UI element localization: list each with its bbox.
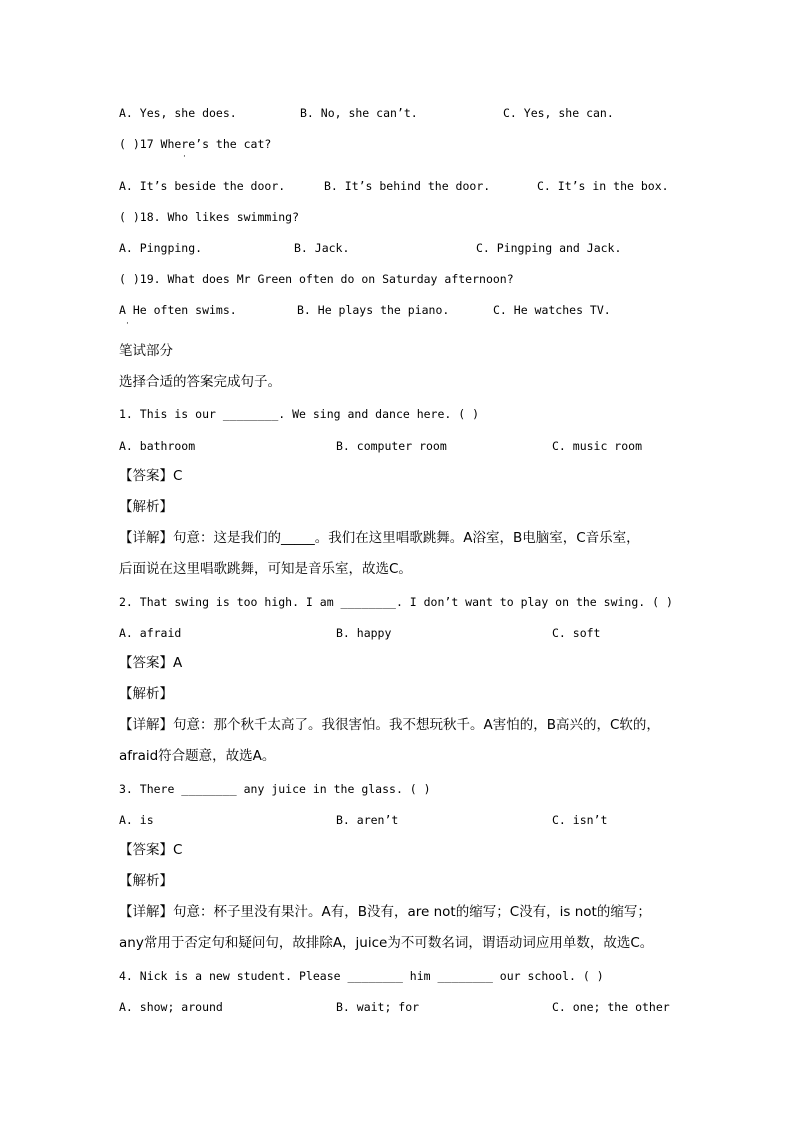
q18-option-a: A. Pingping.	[119, 241, 203, 255]
q19-option-c: C. He watches TV.	[493, 303, 611, 317]
section-instruction: 选择合适的答案完成句子。	[119, 374, 281, 390]
answer-label: 【答案】A	[119, 655, 183, 671]
option-b: B. aren’t	[336, 813, 399, 827]
option-c: C. one; the other	[552, 1000, 670, 1014]
q18-option-b: B. Jack.	[294, 241, 350, 255]
option-a: A. is	[119, 813, 154, 827]
stray-dot-mark: ·	[126, 319, 129, 329]
option-c: C. soft	[552, 626, 601, 640]
analysis-label: 【解析】	[119, 686, 173, 702]
option-a: A. bathroom	[119, 439, 196, 453]
detail-text: any常用于否定句和疑问句，故排除A，juice为不可数名词，谓语动词应用单数，故选C。	[119, 935, 654, 951]
stray-dot-mark: ·	[183, 152, 186, 162]
detail-text: 【详解】句意：杯子里没有果汁。A有，B没有，are not的缩写；C没有，is not的缩写；	[119, 904, 651, 920]
section-title: 笔试部分	[119, 343, 173, 359]
question-stem: 2. That swing is too high. I am ________. I don’t want to play on the swing. ( )	[119, 595, 673, 609]
option-b: B. happy	[336, 626, 392, 640]
q16-option-c: C. Yes, she can.	[503, 106, 614, 120]
q16-option-a: A. Yes, she does.	[119, 106, 237, 120]
analysis-label: 【解析】	[119, 499, 173, 515]
analysis-label: 【解析】	[119, 873, 173, 889]
detail-text: 【详解】句意：那个秋千太高了。我很害怕。我不想玩秋千。A害怕的，B高兴的，C软的，	[119, 717, 660, 733]
option-c: C. music room	[552, 439, 643, 453]
q19-stem: ( )19. What does Mr Green often do on Saturday afternoon?	[119, 272, 514, 286]
detail-text: 【详解】句意：这是我们的_____。我们在这里唱歌跳舞。A浴室，B电脑室，C音乐室，	[119, 530, 640, 546]
option-c: C. isn’t	[552, 813, 608, 827]
q17-stem: ( )17 Where’s the cat?	[119, 137, 272, 151]
q17-option-b: B. It’s behind the door.	[324, 179, 491, 193]
detail-text: 后面说在这里唱歌跳舞，可知是音乐室，故选C。	[119, 561, 412, 577]
q17-option-a: A. It’s beside the door.	[119, 179, 286, 193]
option-b: B. computer room	[336, 439, 447, 453]
answer-label: 【答案】C	[119, 468, 183, 484]
question-stem: 4. Nick is a new student. Please ________ him ________ our school. ( )	[119, 969, 604, 983]
detail-text: afraid符合题意，故选A。	[119, 748, 276, 764]
question-stem: 1. This is our ________. We sing and dance here. ( )	[119, 407, 480, 421]
q18-stem: ( )18. Who likes swimming?	[119, 210, 300, 224]
option-a: A. show; around	[119, 1000, 223, 1014]
q18-option-c: C. Pingping and Jack.	[476, 241, 622, 255]
q19-option-b: B. He plays the piano.	[297, 303, 450, 317]
option-b: B. wait; for	[336, 1000, 420, 1014]
option-a: A. afraid	[119, 626, 182, 640]
q17-option-c: C. It’s in the box.	[537, 179, 669, 193]
answer-label: 【答案】C	[119, 842, 183, 858]
q19-option-a: A He often swims.	[119, 303, 237, 317]
question-stem: 3. There ________ any juice in the glass. ( )	[119, 782, 431, 796]
q16-option-b: B. No, she can’t.	[300, 106, 418, 120]
